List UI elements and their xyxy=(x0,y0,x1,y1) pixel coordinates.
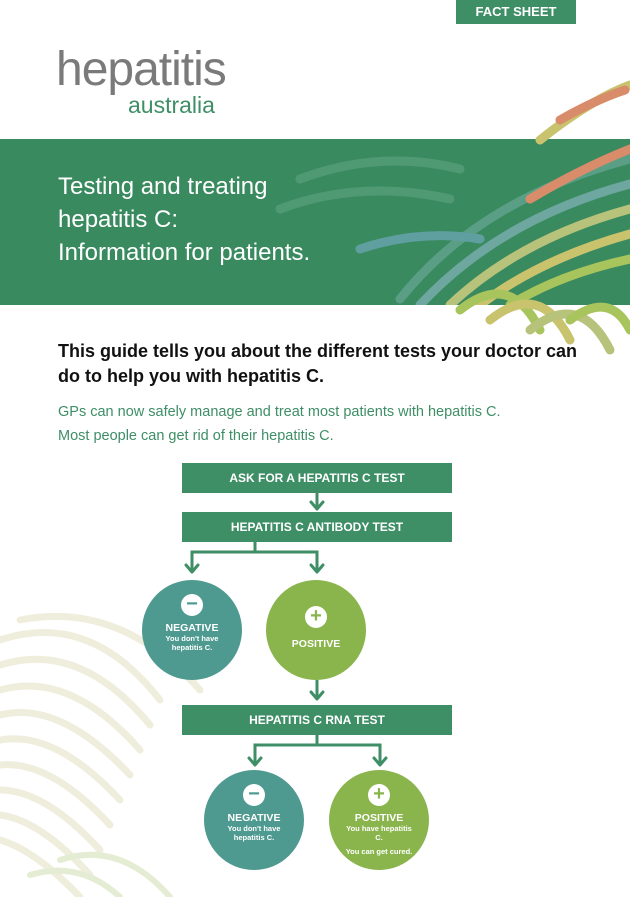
rna-positive-extra: You can get cured. xyxy=(345,847,413,856)
banner-title-line3: Information for patients. xyxy=(58,239,311,266)
logo-hepatitis: hepatitis xyxy=(56,43,226,96)
rna-negative-label: NEGATIVE xyxy=(227,812,281,824)
antibody-negative-detail: You don't have hepatitis C. xyxy=(165,634,219,652)
rna-positive-detail: You have hepatitis C. xyxy=(346,824,412,842)
step-antibody-test: HEPATITIS C ANTIBODY TEST xyxy=(182,512,452,542)
rna-positive-label: POSITIVE xyxy=(354,812,404,824)
plus-icon: + xyxy=(368,784,390,806)
intro-heading: This guide tells you about the different tests your doctor can do to help you with hepatitis C. xyxy=(58,341,578,386)
minus-icon: − xyxy=(181,594,203,616)
minus-icon: − xyxy=(243,784,265,806)
banner-title-line2: hepatitis C: xyxy=(58,206,179,233)
antibody-positive-circle xyxy=(266,580,366,680)
antibody-positive-label: POSITIVE xyxy=(291,638,341,650)
rna-negative-circle xyxy=(204,770,304,870)
fact-sheet-tag: FACT SHEET xyxy=(456,0,576,24)
rna-negative-detail: You don't have hepatitis C. xyxy=(227,824,281,842)
rna-positive-circle xyxy=(329,770,429,870)
intro-line1: GPs can now safely manage and treat most patients with hepatitis C. xyxy=(58,404,501,420)
step-ask-for-test: ASK FOR A HEPATITIS C TEST xyxy=(182,463,452,493)
intro-line2: Most people can get rid of their hepatitis C. xyxy=(58,428,334,444)
logo-australia: australia xyxy=(128,92,215,118)
step-rna-test: HEPATITIS C RNA TEST xyxy=(182,705,452,735)
banner-title-line1: Testing and treating xyxy=(58,173,268,200)
antibody-negative-label: NEGATIVE xyxy=(165,622,219,634)
plus-icon: + xyxy=(305,606,327,628)
antibody-negative-circle xyxy=(142,580,242,680)
